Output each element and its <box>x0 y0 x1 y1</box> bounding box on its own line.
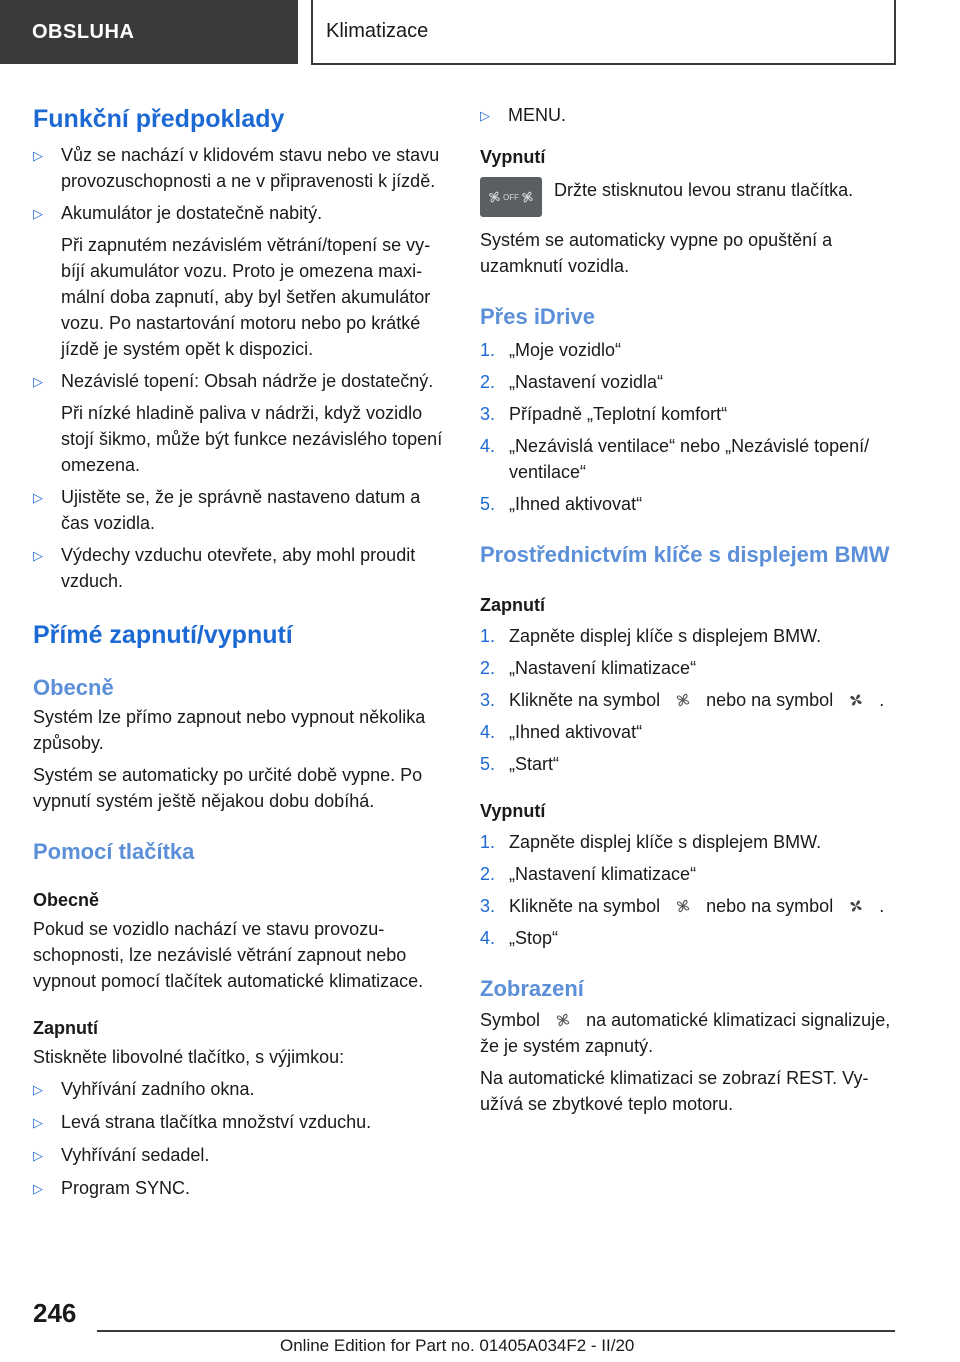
fan-icon <box>519 187 536 207</box>
list-item <box>33 542 448 594</box>
triangle-right-icon: ▷ <box>33 490 43 505</box>
list-item <box>33 1076 448 1103</box>
step-number: 4. <box>480 928 496 948</box>
list-item <box>480 623 895 649</box>
idrive-steps <box>480 337 895 517</box>
footer-edition: Online Edition for Part no. 01405A034F2 - II/20 <box>280 1336 635 1355</box>
list-item-note: Při zapnutém nezávislém větrání/topení se vybíjí akumulátor vozu. Proto je omezena maximální doba zapnutí, aby byl šetřen akumulátor vozu. Po nastartování motoru nebo po krátké jízdě je systém opět k dispozici. <box>61 235 431 359</box>
step-number: 1. <box>480 340 496 360</box>
prerequisites-list <box>33 142 448 594</box>
list-item <box>33 1175 448 1202</box>
list-item-note: Při nízké hladině paliva v nádrži, když vozidlo stojí šikmo, může být funkce nezávislého topení omezena. <box>61 403 443 475</box>
list-item-text: „Nastavení klimatizace“ <box>509 658 697 678</box>
fan-icon <box>551 1011 575 1029</box>
list-item <box>480 925 895 951</box>
step-text: . <box>879 690 885 710</box>
list-item <box>33 142 448 194</box>
step-text: Klikněte na symbol <box>509 896 661 916</box>
list-item-text: „Ihned aktivovat“ <box>509 494 643 514</box>
list-item-text: Vůz se nachází v klidovém stavu nebo ve stavu provozuschopnosti a ne v připravenosti k jízdě. <box>61 145 440 191</box>
key-off-steps <box>480 829 895 951</box>
list-item <box>33 368 448 478</box>
list-item <box>480 491 895 517</box>
list-item-text: Ujistěte se, že je správně nastaveno datum a čas vozidla. <box>61 487 421 533</box>
list-item <box>480 687 895 713</box>
list-item <box>33 1142 448 1169</box>
list-item <box>480 401 895 427</box>
paragraph: Držte stisknutou levou stranu tlačítka. <box>554 180 854 200</box>
step-number: 1. <box>480 626 496 646</box>
triangle-right-icon: ▷ <box>33 1148 43 1163</box>
step-number: 1. <box>480 832 496 852</box>
step-number: 5. <box>480 754 496 774</box>
paragraph: Na automatické klimatizaci se zobrazí REST. Využívá se zbytkové teplo motoru. <box>480 1068 869 1114</box>
list-item <box>33 484 448 536</box>
list-item-text: MENU. <box>508 105 566 125</box>
paragraph-text: Symbol <box>480 1010 541 1030</box>
heading-pomoci-tlacitka: Pomocí tlačítka <box>33 839 195 864</box>
list-item-text: Program SYNC. <box>61 1178 191 1198</box>
triangle-right-icon: ▷ <box>33 148 43 163</box>
triangle-right-icon: ▷ <box>33 206 43 221</box>
list-item <box>33 1109 448 1136</box>
heading-prime-zapnuti: Přímé zapnutí/vypnutí <box>33 621 293 649</box>
list-item-text: „Start“ <box>509 754 560 774</box>
paragraph: Stiskněte libovolné tlačítko, s výjimkou: <box>33 1047 345 1067</box>
paragraph <box>480 1007 895 1059</box>
triangle-right-icon: ▷ <box>33 1115 43 1130</box>
heading-zapnuti: Zapnutí <box>33 1018 98 1038</box>
step-number: 2. <box>480 372 496 392</box>
step-number: 3. <box>480 896 496 916</box>
button-instruction <box>480 177 895 217</box>
step-text: Klikněte na symbol <box>509 690 661 710</box>
list-item-text: „Stop“ <box>509 928 559 948</box>
fan-heat-icon <box>844 691 868 709</box>
step-number: 4. <box>480 722 496 742</box>
list-item <box>480 751 895 777</box>
section-tab: OBSLUHA <box>0 0 298 64</box>
step-number: 4. <box>480 436 496 456</box>
list-item <box>480 655 895 681</box>
list-item <box>33 200 448 362</box>
heading-pres-idrive: Přes iDrive <box>480 304 595 329</box>
page-number: 246 <box>33 1298 77 1328</box>
step-number: 5. <box>480 494 496 514</box>
list-item <box>480 369 895 395</box>
heading-zapnuti: Zapnutí <box>480 595 545 615</box>
step-number: 3. <box>480 404 496 424</box>
list-item-text: Vyhřívání sedadel. <box>61 1145 210 1165</box>
fan-icon <box>486 187 503 207</box>
list-item-text: Levá strana tlačítka množství vzduchu. <box>61 1112 372 1132</box>
list-item-text: „Nastavení vozidla“ <box>509 372 664 392</box>
off-label: OFF <box>503 192 519 202</box>
paragraph: Systém se automaticky vypne po opuštění a uzamknutí vozidla. <box>480 230 833 276</box>
heading-obecne: Obecně <box>33 675 114 700</box>
paragraph: Systém se automaticky po určité době vypne. Po vypnutí systém ještě nějakou dobu dobíhá. <box>33 765 423 811</box>
list-item <box>480 829 895 855</box>
paragraph-text: na automatické klimatizaci signalizuje, že je systém zapnutý. <box>480 1010 891 1056</box>
list-item-text: „Nezávislá ventilace“ nebo „Nezávislé topení/ ventilace“ <box>509 436 870 482</box>
step-number: 2. <box>480 658 496 678</box>
triangle-right-icon: ▷ <box>33 374 43 389</box>
list-item-text: Nezávislé topení: Obsah nádrže je dostatečný. <box>61 371 434 391</box>
climate-button-image <box>480 177 542 217</box>
key-on-steps <box>480 623 895 777</box>
paragraph: Pokud se vozidlo nachází ve stavu provozuschopnosti, lze nezávislé větrání zapnout nebo vypnout pomocí tlačítek automatické klimatizace. <box>33 919 424 991</box>
list-item <box>480 433 895 485</box>
list-item <box>480 337 895 363</box>
list-item-text: Akumulátor je dostatečně nabitý. <box>61 203 323 223</box>
list-item-text: Vyhřívání zadního okna. <box>61 1079 255 1099</box>
list-item <box>480 102 895 129</box>
list-item <box>480 719 895 745</box>
heading-obecne-sub: Obecně <box>33 890 100 910</box>
heading-vypnuti: Vypnutí <box>480 147 546 167</box>
list-item <box>480 893 895 919</box>
list-item-text: „Moje vozidlo“ <box>509 340 622 360</box>
list-item-text: Případně „Teplotní komfort“ <box>509 404 728 424</box>
triangle-right-icon: ▷ <box>33 548 43 563</box>
step-text: . <box>879 896 885 916</box>
right-column <box>480 100 895 1117</box>
list-item <box>480 861 895 887</box>
fan-icon <box>671 691 695 709</box>
step-text: nebo na symbol <box>706 896 834 916</box>
chapter-title: Klimatizace <box>311 0 896 65</box>
heading-funkcni-predpoklady: Funkční předpoklady <box>33 105 285 133</box>
footer-divider <box>97 1330 895 1332</box>
list-item-text: „Nastavení klimatizace“ <box>509 864 697 884</box>
triangle-right-icon: ▷ <box>480 108 490 123</box>
step-text: nebo na symbol <box>706 690 834 710</box>
fan-heat-icon <box>844 897 868 915</box>
step-number: 2. <box>480 864 496 884</box>
heading-vypnuti: Vypnutí <box>480 801 546 821</box>
list-item-text: „Ihned aktivovat“ <box>509 722 643 742</box>
triangle-right-icon: ▷ <box>33 1082 43 1097</box>
paragraph: Systém lze přímo zapnout nebo vypnout několika způsoby. <box>33 707 426 753</box>
list-item-text: Zapněte displej klíče s displejem BMW. <box>509 626 822 646</box>
heading-klic-s-displejem: Prostřednictvím klíče s displejem BMW <box>480 542 890 567</box>
exceptions-list <box>33 1076 448 1202</box>
list-item-text: Zapněte displej klíče s displejem BMW. <box>509 832 822 852</box>
left-column <box>33 100 448 1202</box>
fan-icon <box>671 897 695 915</box>
list-item-text: Výdechy vzduchu otevřete, aby mohl proudit vzduch. <box>61 545 416 591</box>
triangle-right-icon: ▷ <box>33 1181 43 1196</box>
step-number: 3. <box>480 690 496 710</box>
heading-zobrazeni: Zobrazení <box>480 976 584 1001</box>
